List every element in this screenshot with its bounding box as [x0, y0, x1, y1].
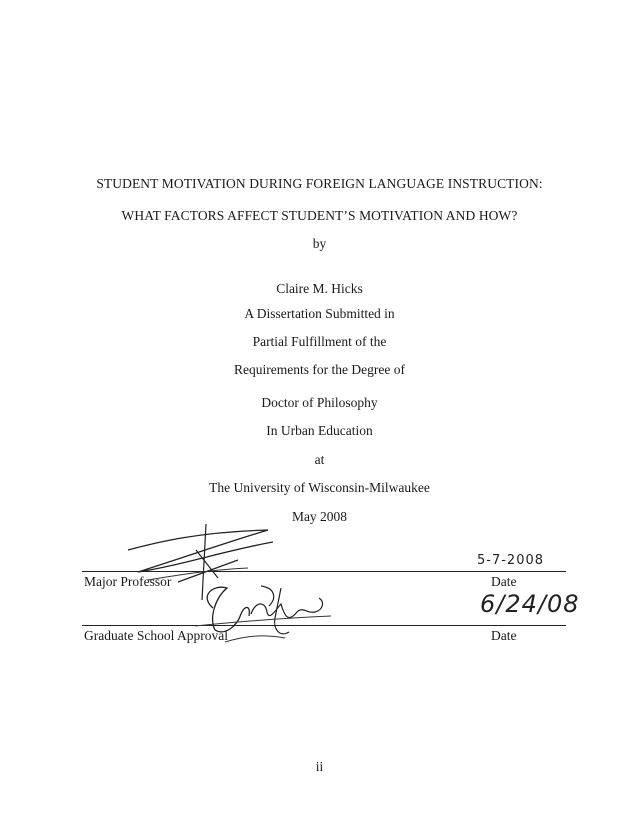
author-name: Claire M. Hicks	[276, 281, 363, 296]
at-text: at	[314, 452, 325, 467]
statement-line-4: Doctor of Philosophy	[261, 395, 378, 410]
graduate-school-label: Graduate School Approval	[84, 628, 228, 643]
statement-line-3: Requirements for the Degree of	[234, 362, 405, 377]
major-professor-label: Major Professor	[84, 574, 172, 589]
major-professor-date-handwritten: 5-7-2008	[477, 553, 545, 568]
statement-line-1: A Dissertation Submitted in	[244, 306, 395, 321]
page-number: ii	[315, 759, 324, 774]
statement-line-2: Partial Fulfillment of the	[252, 334, 387, 349]
major-professor-date-label: Date	[491, 574, 517, 589]
title-line-1: STUDENT MOTIVATION DURING FOREIGN LANGUAGE INSTRUCTION:	[96, 176, 543, 191]
graduate-school-date-label: Date	[491, 628, 517, 643]
university-name: The University of Wisconsin-Milwaukee	[209, 480, 430, 495]
title-line-2: WHAT FACTORS AFFECT STUDENT’S MOTIVATION AND HOW?	[121, 208, 518, 223]
graduate-school-date-handwritten: 6/24/08	[480, 590, 580, 618]
graduate-school-signature	[185, 578, 335, 656]
by-text: by	[312, 236, 327, 251]
statement-line-5: In Urban Education	[266, 423, 373, 438]
submission-date: May 2008	[291, 509, 348, 524]
